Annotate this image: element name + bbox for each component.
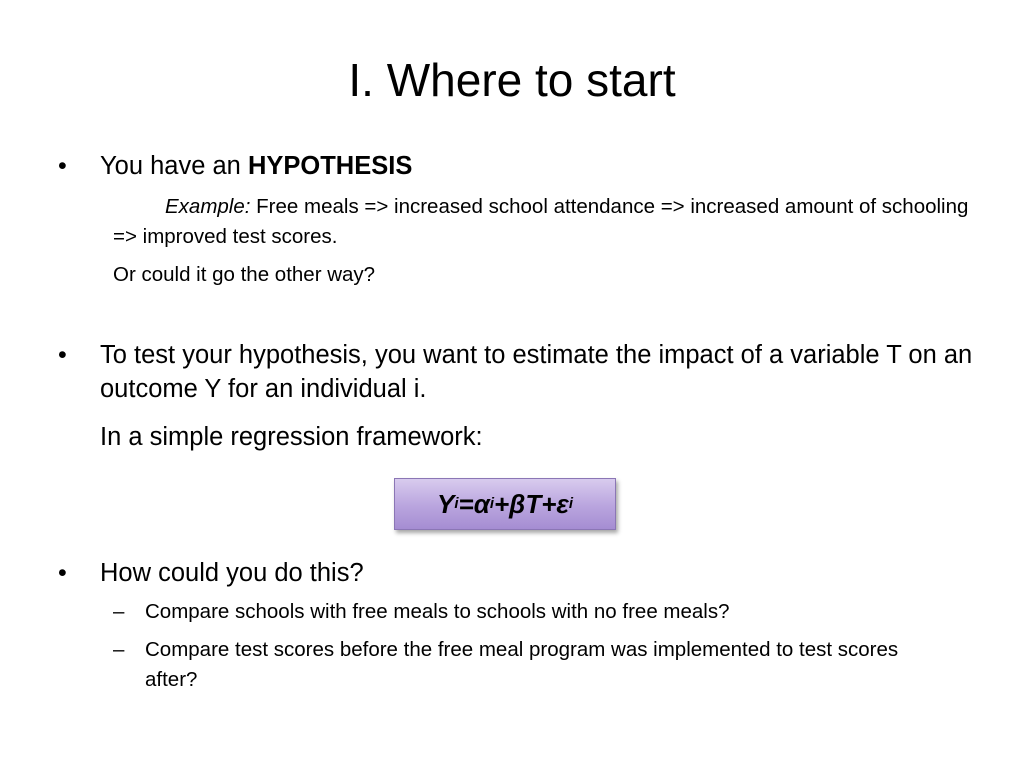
sub-item-marker: – bbox=[113, 638, 125, 661]
regression-formula-box: Y i =α i +βT+ε i bbox=[394, 478, 616, 530]
sub-item-compare-schools: Compare schools with free meals to schools with no free meals? bbox=[145, 600, 730, 623]
bullet-text: How could you do this? bbox=[100, 559, 364, 587]
sub-item-marker: – bbox=[113, 600, 125, 623]
bullet-text bbox=[100, 149, 980, 183]
sub-item-compare-test-scores: Compare test scores before the free meal program was implemented to test scores after? bbox=[145, 638, 899, 691]
bullet-text-prefix: You have an bbox=[100, 152, 248, 180]
example-label: Example: bbox=[165, 195, 251, 218]
formula-equals-alpha: =α bbox=[458, 488, 490, 519]
example-paragraph bbox=[113, 192, 973, 252]
bullet-marker: • bbox=[58, 152, 67, 180]
bullet-text: To test your hypothesis, you want to estimate the impact of a variable T on an outcome Y for an individual i. bbox=[100, 341, 973, 403]
regression-intro: In a simple regression framework: bbox=[100, 423, 483, 451]
other-way-question: Or could it go the other way? bbox=[113, 263, 376, 286]
slide-title: I. Where to start bbox=[348, 54, 676, 106]
bullet-marker: • bbox=[58, 341, 67, 369]
formula-beta-t-epsilon: +βT+ε bbox=[494, 488, 569, 519]
bullet-marker: • bbox=[58, 559, 67, 587]
formula-y: Y bbox=[437, 488, 455, 519]
example-text: Free meals => increased school attendance => increased amount of schooling => improved test scores. bbox=[113, 195, 969, 248]
hypothesis-keyword: HYPOTHESIS bbox=[247, 152, 413, 180]
